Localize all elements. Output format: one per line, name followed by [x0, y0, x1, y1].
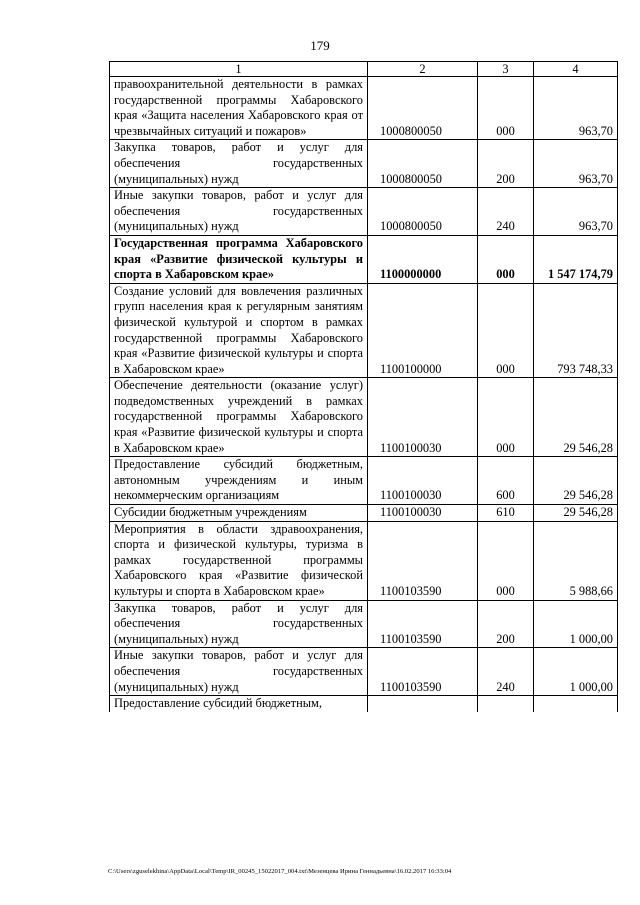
- row-code-cell: 1100100030: [368, 378, 478, 457]
- row-name-cell: Создание условий для вовлечения различных групп населения края к регулярным занятиям физической культурой и спортом в рамках государственной программы Хабаровского края «Развитие физической культуры и спорта в Хабаровском крае»: [110, 283, 368, 378]
- row-type-cell: 000: [478, 378, 534, 457]
- row-type-cell: 000: [478, 235, 534, 283]
- row-amount-cell: 1 547 174,79: [534, 235, 618, 283]
- table-header-row: [110, 62, 618, 77]
- table-row: [110, 648, 618, 696]
- row-type-cell: 240: [478, 648, 534, 696]
- row-type-cell: 000: [478, 283, 534, 378]
- row-name-cell: Закупка товаров, работ и услуг для обеспечения государственных (муниципальных) нужд: [110, 600, 368, 648]
- row-amount-cell: 29 546,28: [534, 505, 618, 522]
- row-amount-cell: 793 748,33: [534, 283, 618, 378]
- page-number: 179: [310, 38, 330, 53]
- row-amount-cell: 1 000,00: [534, 648, 618, 696]
- row-type-cell: 240: [478, 188, 534, 236]
- row-name-cell: Мероприятия в области здравоохранения, спорта и физической культуры, туризма в рамках государственной программы Хабаровского края «Развитие физической культуры и спорта в Хабаровском крае»: [110, 521, 368, 600]
- table-row: [110, 696, 618, 712]
- table-row: [110, 188, 618, 236]
- table-row: [110, 457, 618, 505]
- row-name-cell: Предоставление субсидий бюджетным, автономным учреждениям и иным некоммерческим организациям: [110, 457, 368, 505]
- row-code-cell: 1000800050: [368, 77, 478, 140]
- column-header-3: 3: [478, 62, 534, 77]
- row-type-cell: 600: [478, 457, 534, 505]
- row-amount-cell: 963,70: [534, 140, 618, 188]
- row-type-cell: [478, 696, 534, 712]
- table-row: [110, 521, 618, 600]
- row-name-cell: Субсидии бюджетным учреждениям: [110, 505, 368, 522]
- row-code-cell: 1100100030: [368, 457, 478, 505]
- row-type-cell: 200: [478, 140, 534, 188]
- row-code-cell: 1100103590: [368, 521, 478, 600]
- table-row: [110, 140, 618, 188]
- table-row: [110, 378, 618, 457]
- row-name-cell: Предоставление субсидий бюджетным,: [110, 696, 368, 712]
- budget-table: [109, 61, 618, 712]
- table-row: [110, 505, 618, 522]
- column-header-1: 1: [110, 62, 368, 77]
- row-type-cell: 610: [478, 505, 534, 522]
- row-type-cell: 200: [478, 600, 534, 648]
- row-amount-cell: 29 546,28: [534, 378, 618, 457]
- row-code-cell: 1100103590: [368, 648, 478, 696]
- row-name-cell: Иные закупки товаров, работ и услуг для обеспечения государственных (муниципальных) нужд: [110, 648, 368, 696]
- table-row: [110, 235, 618, 283]
- row-name-cell: Обеспечение деятельности (оказание услуг) подведомственных учреждений в рамках государственной программы Хабаровского края «Развитие физической культуры и спорта в Хабаровском крае»: [110, 378, 368, 457]
- row-amount-cell: 963,70: [534, 77, 618, 140]
- row-amount-cell: [534, 696, 618, 712]
- row-code-cell: [368, 696, 478, 712]
- table-body: [110, 77, 618, 712]
- row-code-cell: 1100000000: [368, 235, 478, 283]
- table-row: [110, 600, 618, 648]
- row-name-cell: Государственная программа Хабаровского края «Развитие физической культуры и спорта в Хабаровском крае»: [110, 235, 368, 283]
- row-amount-cell: 29 546,28: [534, 457, 618, 505]
- column-header-4: 4: [534, 62, 618, 77]
- row-amount-cell: 963,70: [534, 188, 618, 236]
- row-name-cell: Иные закупки товаров, работ и услуг для обеспечения государственных (муниципальных) нужд: [110, 188, 368, 236]
- table-row: [110, 77, 618, 140]
- row-code-cell: 1000800050: [368, 140, 478, 188]
- row-amount-cell: 5 988,66: [534, 521, 618, 600]
- row-code-cell: 1100100000: [368, 283, 478, 378]
- table-row: [110, 283, 618, 378]
- row-type-cell: 000: [478, 77, 534, 140]
- row-name-cell: Закупка товаров, работ и услуг для обеспечения государственных (муниципальных) нужд: [110, 140, 368, 188]
- row-type-cell: 000: [478, 521, 534, 600]
- file-path-footer: C:\Users\zguselekhina\AppData\Local\Temp\IR_00245_15022017_004.txt\Мезенцева Ирина Геннадьевна\16.02.2017 16:33:04: [108, 868, 452, 875]
- row-name-cell: правоохранительной деятельности в рамках государственной программы Хабаровского края «Защита населения Хабаровского края от чрезвычайных ситуаций и пожаров»: [110, 77, 368, 140]
- row-amount-cell: 1 000,00: [534, 600, 618, 648]
- row-code-cell: 1100103590: [368, 600, 478, 648]
- row-code-cell: 1000800050: [368, 188, 478, 236]
- row-code-cell: 1100100030: [368, 505, 478, 522]
- column-header-2: 2: [368, 62, 478, 77]
